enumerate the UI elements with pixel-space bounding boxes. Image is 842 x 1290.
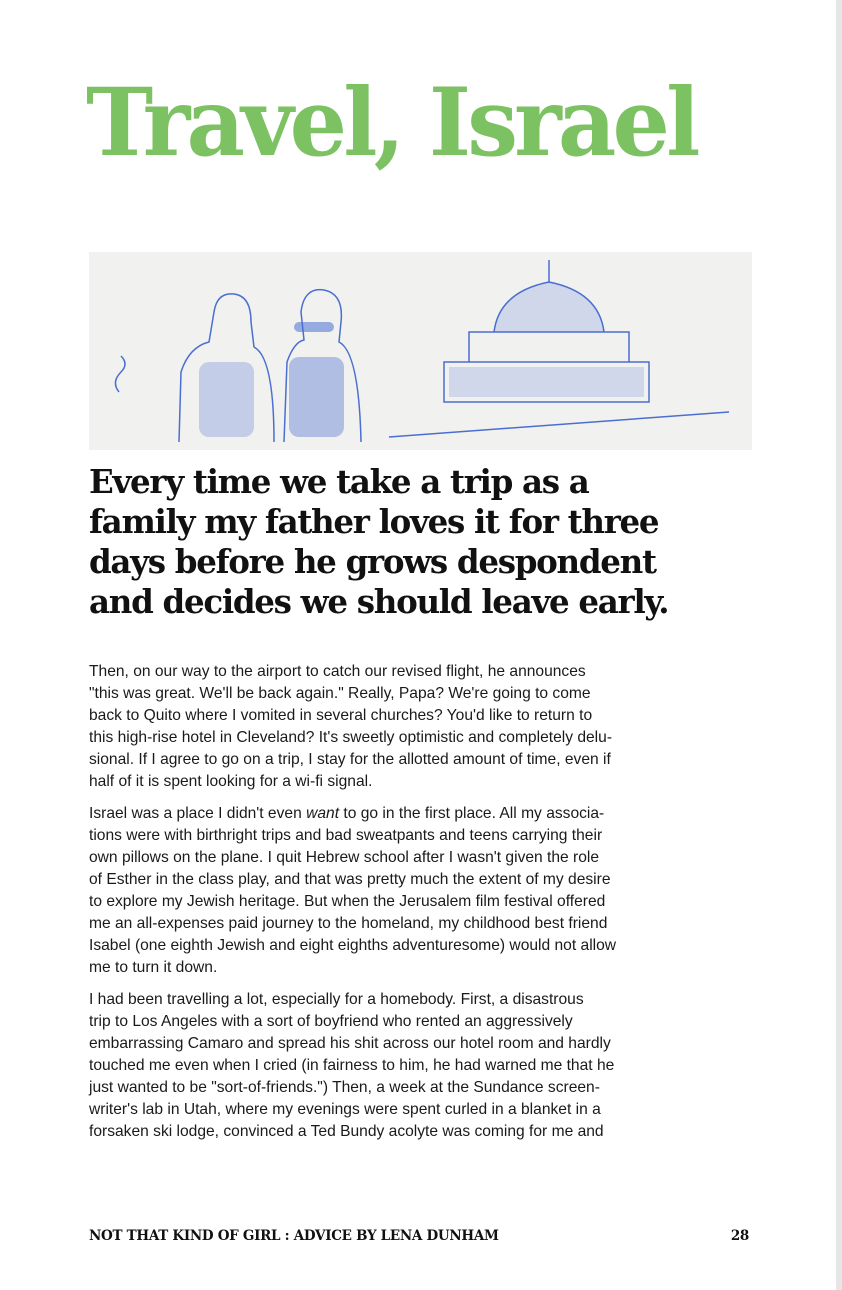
running-footer	[89, 1228, 749, 1244]
text-line: I had been travelling a lot, especially for a homebody. First, a disastrous	[89, 991, 584, 1008]
text-line: own pillows on the plane. I quit Hebrew school after I wasn't given the role	[89, 849, 600, 866]
text-line: embarrassing Camaro and spread his shit across our hotel room and hardly	[89, 1035, 611, 1052]
paragraph	[89, 661, 769, 793]
text-line: forsaken ski lodge, convinced a Ted Bundy acolyte was coming for me and	[89, 1123, 604, 1140]
text-line: back to Quito where I vomited in several churches? You'd like to return to	[89, 707, 593, 724]
text-line: writer's lab in Utah, where my evenings were spent curled in a blanket in a	[89, 1101, 601, 1118]
page-number: 28	[730, 1228, 749, 1244]
text-line: tions were with birthright trips and bad sweatpants and teens carrying their	[89, 827, 603, 844]
body-text	[89, 661, 769, 1153]
text-line: to explore my Jewish heritage. But when the Jerusalem film festival offered	[89, 893, 606, 910]
book-title-footer: NOT THAT KIND OF GIRL : ADVICE BY LENA DUNHAM	[89, 1228, 499, 1244]
text-line: sional. If I agree to go on a trip, I stay for the allotted amount of time, even if	[89, 751, 611, 768]
headline-line: days before he grows despondent	[89, 542, 656, 581]
text-line: just wanted to be "sort-of-friends.") Then, a week at the Sundance screen-	[89, 1079, 600, 1096]
headline-line: and decides we should leave early.	[89, 582, 669, 621]
pull-quote-headline	[89, 462, 769, 622]
text-line: this high-rise hotel in Cleveland? It's sweetly optimistic and completely delu-	[89, 729, 613, 746]
paragraph	[89, 803, 769, 979]
text-line: me an all-expenses paid journey to the homeland, my childhood best friend	[89, 915, 608, 932]
headline-line: family my father loves it for three	[89, 502, 659, 541]
page-edge	[836, 0, 842, 1290]
text-line: "this was great. We'll be back again." Really, Papa? We're going to come	[89, 685, 591, 702]
text-line: trip to Los Angeles with a sort of boyfriend who rented an aggressively	[89, 1013, 573, 1030]
text-line: touched me even when I cried (in fairness to him, he had warned me that he	[89, 1057, 615, 1074]
text-line: Then, on our way to the airport to catch our revised flight, he announces	[89, 663, 586, 680]
text-line: of Esther in the class play, and that was pretty much the extent of my desire	[89, 871, 611, 888]
headline-line: Every time we take a trip as a	[89, 462, 589, 501]
illustration-women-dome-of-the-rock	[89, 252, 752, 450]
text-line: half of it is spent looking for a wi-fi signal.	[89, 773, 373, 790]
text-line: Israel was a place I didn't even want to go in the first place. All my associa-	[89, 805, 605, 822]
chapter-title: Travel, Israel	[86, 68, 697, 178]
text-line: Isabel (one eighth Jewish and eight eighths adventuresome) would not allow	[89, 937, 617, 954]
text-line: me to turn it down.	[89, 959, 218, 976]
paragraph	[89, 989, 769, 1143]
